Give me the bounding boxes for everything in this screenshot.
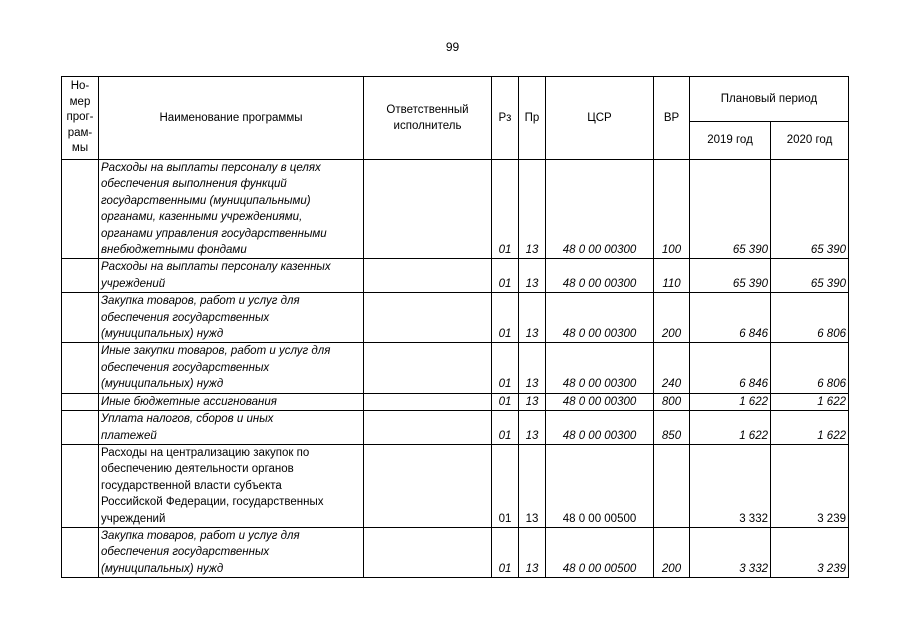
table-row [62,343,849,393]
program-name-line: обеспечения выполнения функций [101,178,287,191]
program-name-line: (муниципальных) нужд [101,562,224,575]
program-number-cell [62,160,99,259]
program-name-cell [99,411,364,445]
executor-cell [364,444,492,527]
program-name-cell [99,293,364,343]
table-body [62,160,849,578]
program-name-line: обеспечения государственных [101,311,270,324]
pr-cell: 13 [519,259,546,293]
program-name-cell [99,527,364,577]
amount-2020-cell: 6 806 [771,293,849,343]
header-csr: ЦСР [546,77,654,160]
header-program-number [62,77,99,160]
program-name-cell [99,259,364,293]
program-number-cell [62,411,99,445]
program-name-line: учреждений [101,512,166,525]
rz-cell: 01 [492,293,519,343]
vr-cell [654,444,690,527]
amount-2019-cell: 6 846 [690,343,771,393]
table-row [62,444,849,527]
table-row [62,393,849,410]
pr-cell: 13 [519,411,546,445]
vr-cell: 110 [654,259,690,293]
csr-cell: 48 0 00 00300 [546,343,654,393]
amount-2019-cell: 6 846 [690,293,771,343]
csr-cell: 48 0 00 00500 [546,527,654,577]
csr-cell: 48 0 00 00300 [546,393,654,410]
header-planning-period: Плановый период [690,77,849,122]
amount-2019-cell: 65 390 [690,259,771,293]
program-name-cell [99,160,364,259]
pr-cell: 13 [519,444,546,527]
header-program-number-line: мер [69,95,91,108]
header-program-number-line: Но- [70,80,90,93]
amount-2019-cell: 1 622 [690,411,771,445]
pr-cell: 13 [519,293,546,343]
program-name-line: обеспечению деятельности органов [101,463,294,476]
header-year-2020: 2020 год [771,122,849,160]
amount-2020-cell: 1 622 [771,411,849,445]
header-executor-line: Ответственный [386,103,469,116]
amount-2019-cell: 1 622 [690,393,771,410]
rz-cell: 01 [492,343,519,393]
table-row [62,259,849,293]
table-row [62,293,849,343]
program-name-line: Иные бюджетные ассигнования [101,395,277,408]
program-name-line: платежей [101,429,157,442]
rz-cell: 01 [492,527,519,577]
program-name-line: внебюджетными фондами [101,244,247,257]
program-name-cell [99,444,364,527]
program-name-line: государственной власти субъекта [101,479,282,492]
program-name-line: учреждений [101,277,166,290]
header-executor [364,77,492,160]
program-name-line: Расходы на выплаты персоналу казенных [101,261,331,274]
program-budget-table [61,76,849,578]
executor-cell [364,259,492,293]
vr-cell: 200 [654,293,690,343]
amount-2020-cell: 1 622 [771,393,849,410]
header-pr: Пр [519,77,546,160]
amount-2020-cell: 3 239 [771,527,849,577]
program-name-line: органами, казенными учреждениями, [101,211,303,224]
rz-cell: 01 [492,411,519,445]
vr-cell: 100 [654,160,690,259]
program-name-line: Расходы на централизацию закупок по [101,446,310,459]
page-number: 99 [445,40,460,54]
pr-cell: 13 [519,343,546,393]
program-name-line: обеспечения государственных [101,361,270,374]
executor-cell [364,527,492,577]
program-number-cell [62,343,99,393]
amount-2020-cell: 65 390 [771,160,849,259]
executor-cell [364,293,492,343]
header-year-2019: 2019 год [690,122,771,160]
program-name-line: Закупка товаров, работ и услуг для [101,295,300,308]
vr-cell: 200 [654,527,690,577]
table-row [62,160,849,259]
csr-cell: 48 0 00 00300 [546,259,654,293]
executor-cell [364,343,492,393]
amount-2019-cell: 65 390 [690,160,771,259]
program-name-line: Расходы на выплаты персоналу в целях [101,162,321,174]
header-rz: Рз [492,77,519,160]
amount-2019-cell: 3 332 [690,527,771,577]
program-name-line: (муниципальных) нужд [101,378,224,391]
program-name-line: Закупка товаров, работ и услуг для [101,529,300,542]
rz-cell: 01 [492,160,519,259]
header-program-number-line: прог- [66,111,94,124]
csr-cell: 48 0 00 00300 [546,293,654,343]
header-program-name: Наименование программы [99,77,364,160]
header-vr: ВР [654,77,690,160]
csr-cell: 48 0 00 00300 [546,411,654,445]
csr-cell: 48 0 00 00300 [546,160,654,259]
table-row [62,411,849,445]
pr-cell: 13 [519,527,546,577]
program-name-line: Иные закупки товаров, работ и услуг для [101,345,331,358]
rz-cell: 01 [492,393,519,410]
program-name-line: (муниципальных) нужд [101,328,224,341]
program-number-cell [62,293,99,343]
table-row [62,527,849,577]
header-program-number-line: рам- [67,126,93,139]
rz-cell: 01 [492,259,519,293]
program-name-line: Российской Федерации, государственных [101,496,324,509]
program-number-cell [62,444,99,527]
table-header [62,77,849,160]
header-executor-line: исполнитель [393,120,462,132]
program-name-line: обеспечения государственных [101,546,270,559]
pr-cell: 13 [519,393,546,410]
csr-cell: 48 0 00 00500 [546,444,654,527]
vr-cell: 850 [654,411,690,445]
amount-2020-cell: 3 239 [771,444,849,527]
amount-2020-cell: 65 390 [771,259,849,293]
program-name-line: государственными (муниципальными) [101,194,311,207]
executor-cell [364,393,492,410]
program-number-cell [62,393,99,410]
vr-cell: 800 [654,393,690,410]
executor-cell [364,411,492,445]
header-program-number-line: мы [71,142,89,155]
program-number-cell [62,259,99,293]
executor-cell [364,160,492,259]
program-name-line: Уплата налогов, сборов и иных [101,413,274,426]
program-name-cell [99,393,364,410]
vr-cell: 240 [654,343,690,393]
program-name-cell [99,343,364,393]
program-number-cell [62,527,99,577]
pr-cell: 13 [519,160,546,259]
amount-2019-cell: 3 332 [690,444,771,527]
amount-2020-cell: 6 806 [771,343,849,393]
program-name-line: органами управления государственными [101,227,327,240]
rz-cell: 01 [492,444,519,527]
